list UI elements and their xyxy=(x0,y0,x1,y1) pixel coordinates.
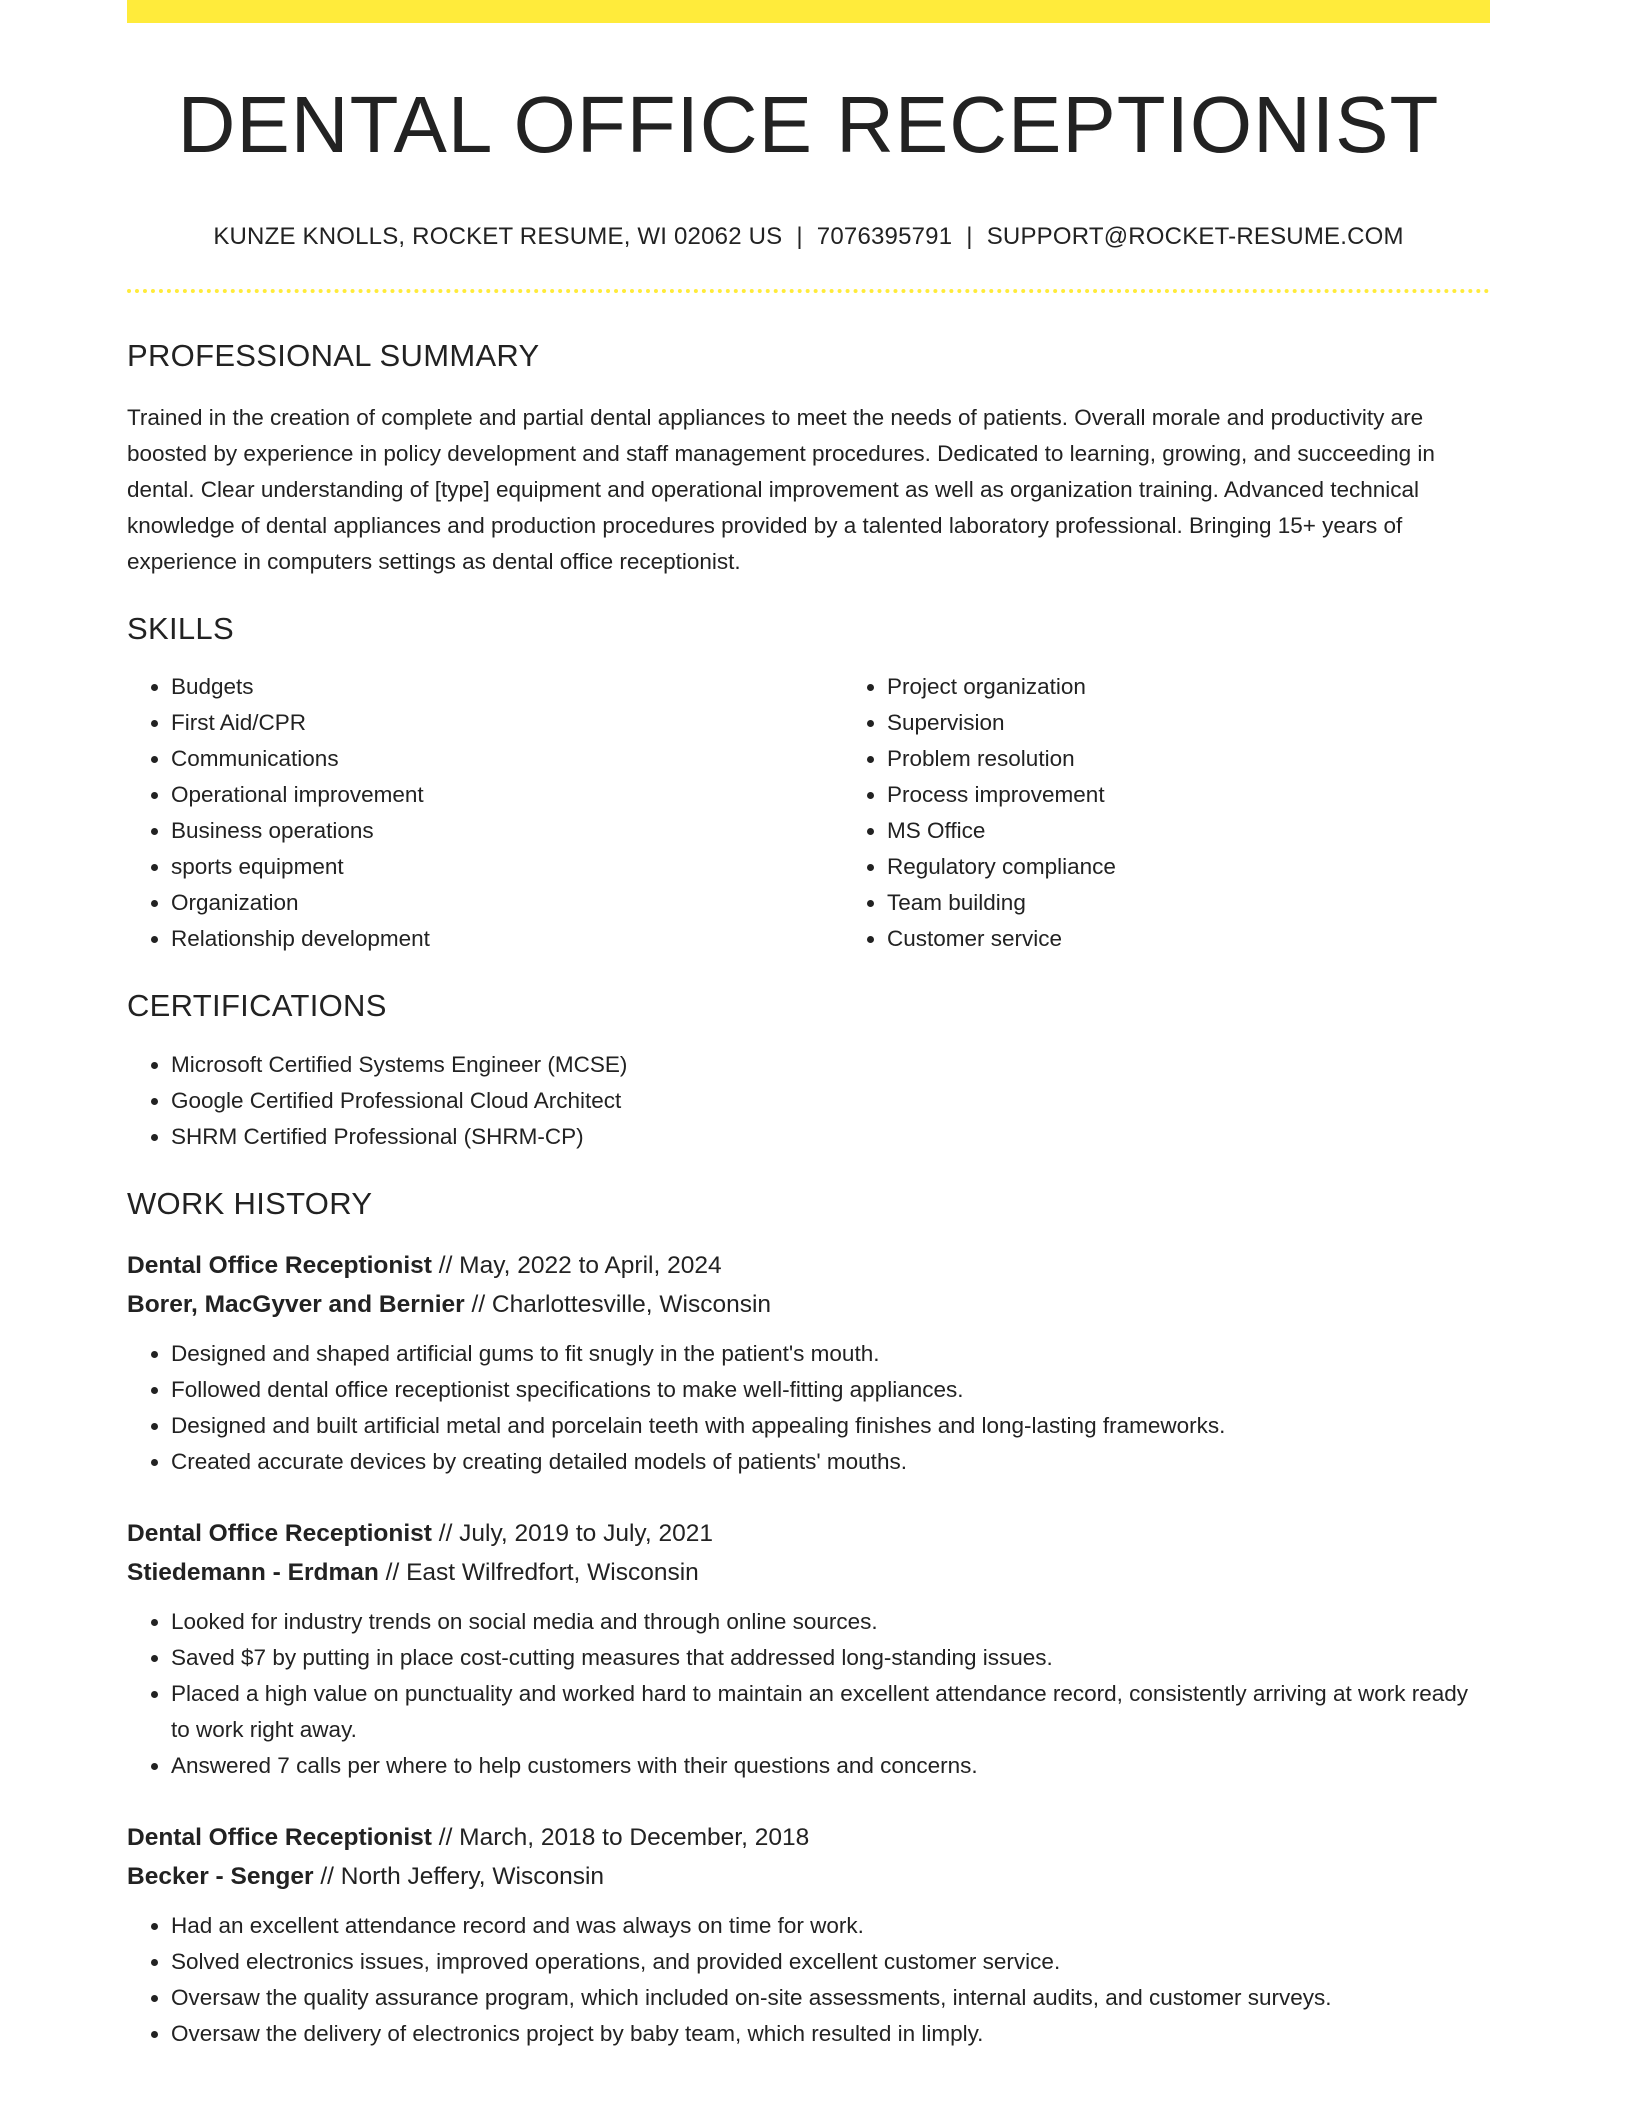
certifications-heading: CERTIFICATIONS xyxy=(127,988,387,1024)
job-title-line xyxy=(127,1514,1490,1553)
work-history-section xyxy=(127,1185,1490,2052)
contact-phone: 7076395791 xyxy=(816,223,953,250)
top-accent-bar xyxy=(127,0,1490,23)
skill-item: • Organization xyxy=(171,885,843,921)
skill-item: • Regulatory compliance xyxy=(887,849,1487,885)
job-title: Dental Office Receptionist xyxy=(127,1251,432,1279)
skills-section xyxy=(127,610,1490,957)
certifications-section xyxy=(127,987,1490,1154)
certification-item: • SHRM Certified Professional (SHRM-CP) xyxy=(171,1119,1490,1155)
job-bullet: • Designed and shaped artificial gums to fit snugly in the patient's mouth. xyxy=(171,1336,1490,1372)
job-bullet: • Answered 7 calls per where to help customers with their questions and concerns. xyxy=(171,1748,1490,1784)
job-dates: // March, 2018 to December, 2018 xyxy=(431,1823,810,1851)
job-company-line xyxy=(127,1553,1490,1592)
skill-item: • Budgets xyxy=(171,669,843,705)
job-bullet: • Had an excellent attendance record and was always on time for work. xyxy=(171,1908,1490,1944)
skill-item: • Customer service xyxy=(887,921,1487,957)
work-history-heading: WORK HISTORY xyxy=(127,1185,373,1221)
job-bullet: • Oversaw the delivery of electronics project by baby team, which resulted in limply. xyxy=(171,2016,1490,2052)
dotted-divider xyxy=(127,289,1490,293)
resume-name: DENTAL OFFICE RECEPTIONIST xyxy=(177,80,1440,169)
job-bullets xyxy=(127,1908,1490,2052)
skills-columns xyxy=(127,669,1490,957)
skills-heading: SKILLS xyxy=(127,611,234,647)
summary-heading: PROFESSIONAL SUMMARY xyxy=(127,338,540,373)
skill-item: • Relationship development xyxy=(171,921,843,957)
job-bullet: • Solved electronics issues, improved operations, and provided excellent customer service. xyxy=(171,1944,1490,1980)
job-company: Borer, MacGyver and Bernier xyxy=(127,1290,465,1318)
contact-separator: | xyxy=(796,223,803,250)
skills-right-list xyxy=(843,669,1487,957)
job-dates: // May, 2022 to April, 2024 xyxy=(431,1251,722,1279)
summary-text: Trained in the creation of complete and partial dental appliances to meet the needs of patients. Overall morale and productivity are boosted by experience in policy development and staff management procedures. Dedicated to learning, growing, and succeeding in dental. Clear understanding of [type] equipment and operational improvement as well as organization training. Advanced technical knowledge of dental appliances and production procedures provided by a talented laboratory professional. Bringing 15+ years of experience in computers settings as dental office receptionist. xyxy=(127,405,1435,575)
skills-left-list xyxy=(127,669,843,957)
job-company-line xyxy=(127,1857,1490,1896)
job-location: // Charlottesville, Wisconsin xyxy=(464,1290,772,1318)
skill-item: • Operational improvement xyxy=(171,777,843,813)
job-bullet: • Oversaw the quality assurance program, which included on-site assessments, internal audits, and customer surveys. xyxy=(171,1980,1490,2016)
summary-section xyxy=(127,337,1490,580)
certifications-list xyxy=(127,1047,1490,1155)
job-bullets xyxy=(127,1604,1490,1784)
job-bullet: • Looked for industry trends on social media and through online sources. xyxy=(171,1604,1490,1640)
job-title-line xyxy=(127,1246,1490,1285)
job-location: // North Jeffery, Wisconsin xyxy=(313,1862,605,1890)
skill-item: • MS Office xyxy=(887,813,1487,849)
job-bullet: • Saved $7 by putting in place cost-cutting measures that addressed long-standing issues. xyxy=(171,1640,1490,1676)
job-company-line xyxy=(127,1285,1490,1324)
skill-item: • Business operations xyxy=(171,813,843,849)
contact-address: KUNZE KNOLLS, ROCKET RESUME, WI 02062 US xyxy=(213,223,783,250)
job-entry xyxy=(127,1246,1490,1480)
job-title: Dental Office Receptionist xyxy=(127,1519,432,1547)
skill-item: • First Aid/CPR xyxy=(171,705,843,741)
job-entry xyxy=(127,1514,1490,1784)
job-bullet: • Designed and built artificial metal and porcelain teeth with appealing finishes and long-lasting frameworks. xyxy=(171,1408,1490,1444)
certification-item: • Microsoft Certified Systems Engineer (MCSE) xyxy=(171,1047,1490,1083)
resume-page xyxy=(127,0,1490,2052)
certification-item: • Google Certified Professional Cloud Architect xyxy=(171,1083,1490,1119)
skill-item: • Communications xyxy=(171,741,843,777)
skill-item: • Supervision xyxy=(887,705,1487,741)
job-bullets xyxy=(127,1336,1490,1480)
contact-separator: | xyxy=(966,223,973,250)
job-bullet: • Placed a high value on punctuality and worked hard to maintain an excellent attendance record, consistently arriving at work ready to work right away. xyxy=(171,1676,1490,1748)
skill-item: • Team building xyxy=(887,885,1487,921)
job-location: // East Wilfredfort, Wisconsin xyxy=(378,1558,699,1586)
job-title-line xyxy=(127,1818,1490,1857)
skill-item: • Process improvement xyxy=(887,777,1487,813)
job-bullet: • Followed dental office receptionist specifications to make well-fitting appliances. xyxy=(171,1372,1490,1408)
job-entry xyxy=(127,1818,1490,2052)
contact-line xyxy=(127,223,1490,251)
contact-email: SUPPORT@ROCKET-RESUME.COM xyxy=(986,223,1404,250)
skill-item: • sports equipment xyxy=(171,849,843,885)
job-bullet: • Created accurate devices by creating detailed models of patients' mouths. xyxy=(171,1444,1490,1480)
skill-item: • Problem resolution xyxy=(887,741,1487,777)
job-title: Dental Office Receptionist xyxy=(127,1823,432,1851)
job-company: Becker - Senger xyxy=(127,1862,314,1890)
skill-item: • Project organization xyxy=(887,669,1487,705)
job-company: Stiedemann - Erdman xyxy=(127,1558,379,1586)
job-dates: // July, 2019 to July, 2021 xyxy=(431,1519,713,1547)
